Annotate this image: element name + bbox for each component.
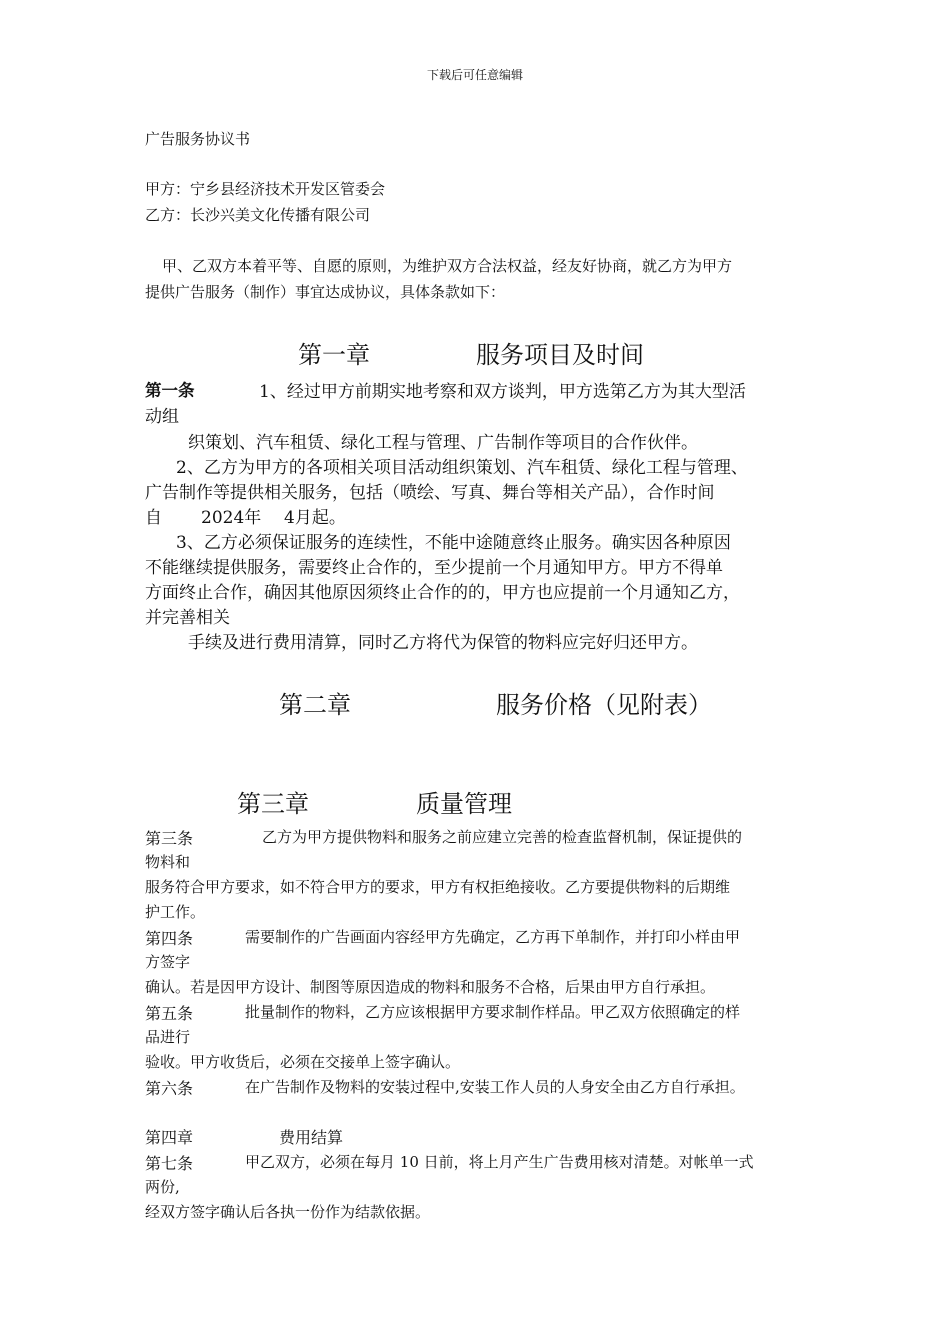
- article3-line-1: 乙方为甲方提供物料和服务之前应建立完善的检查监督机制，保证提供的: [262, 828, 743, 846]
- chapter4-number: 第四章: [145, 1128, 194, 1147]
- article1-line-9: 方面终止合作，确因其他原因须终止合作的的，甲方也应提前一个月通知乙方，: [145, 583, 740, 603]
- article1-line-5: 广告制作等提供相关服务，包括（喷绘、写真、舞台等相关产品），合作时间: [145, 483, 715, 503]
- article1-line-7: 3、乙方必须保证服务的连续性，不能中途随意终止服务。确实因各种原因: [176, 533, 731, 553]
- party-a: 甲方：宁乡县经济技术开发区管委会: [145, 180, 386, 198]
- article3-line-2: 物料和: [145, 853, 191, 871]
- article7-line-2: 两份,: [145, 1178, 180, 1196]
- article7-label: 第七条: [145, 1154, 194, 1173]
- document-title: 广告服务协议书: [145, 130, 251, 148]
- chapter1-title: 服务项目及时间: [476, 341, 644, 369]
- intro-line-2: 提供广告服务（制作）事宜达成协议，具体条款如下：: [145, 283, 506, 301]
- article1-line-10: 并完善相关: [145, 608, 230, 628]
- article1-line-1: 1、经过甲方前期实地考察和双方谈判，甲方选第乙方为其大型活: [259, 382, 746, 402]
- article1-line-11: 手续及进行费用清算，同时乙方将代为保管的物料应完好归还甲方。: [188, 633, 698, 653]
- article4-line-1: 需要制作的广告画面内容经甲方先确定，乙方再下单制作，并打印小样由甲: [245, 928, 741, 946]
- article1-line-6: 自: [145, 508, 162, 528]
- article5-line-1: 批量制作的物料，乙方应该根据甲方要求制作样品。甲乙双方依照确定的样: [245, 1003, 741, 1021]
- article5-label: 第五条: [145, 1004, 194, 1023]
- article3-label: 第三条: [145, 829, 194, 848]
- article1-month: 4月起。: [284, 508, 346, 528]
- chapter3-title: 质量管理: [416, 790, 512, 818]
- article6-label: 第六条: [145, 1079, 194, 1098]
- intro-line-1: 甲、乙双方本着平等、自愿的原则，为维护双方合法权益，经友好协商，就乙方为甲方: [162, 257, 733, 275]
- article5-line-3: 验收。甲方收货后，必须在交接单上签字确认。: [145, 1053, 461, 1071]
- article1-line-3: 织策划、汽车租赁、绿化工程与管理、广告制作等项目的合作伙伴。: [188, 433, 698, 453]
- article4-line-3: 确认。若是因甲方设计、制图等原因造成的物料和服务不合格，后果由甲方自行承担。: [145, 978, 716, 996]
- chapter1-number: 第一章: [298, 341, 370, 369]
- article7-line-1: 甲乙双方，必须在每月 10 日前，将上月产生广告费用核对清楚。对帐单一式: [245, 1153, 754, 1171]
- chapter4-title: 费用结算: [279, 1128, 344, 1147]
- article6-line-1: 在广告制作及物料的安装过程中,安装工作人员的人身安全由乙方自行承担。: [245, 1078, 745, 1096]
- article4-line-2: 方签字: [145, 953, 191, 971]
- article1-label: 第一条: [145, 381, 195, 400]
- article1-line-2: 动组: [145, 407, 179, 427]
- article4-label: 第四条: [145, 929, 194, 948]
- article3-line-3: 服务符合甲方要求，如不符合甲方的要求，甲方有权拒绝接收。乙方要提供物料的后期维: [145, 878, 731, 896]
- article7-line-3: 经双方签字确认后各执一份作为结款依据。: [145, 1203, 431, 1221]
- article1-line-4: 2、乙方为甲方的各项相关项目活动组织策划、汽车租赁、绿化工程与管理、: [176, 458, 748, 478]
- article1-year: 2024年: [201, 508, 262, 528]
- chapter3-number: 第三章: [237, 790, 309, 818]
- article3-line-4: 护工作。: [145, 903, 206, 921]
- article1-line-8: 不能继续提供服务，需要终止合作的，至少提前一个月通知甲方。甲方不得单: [145, 558, 723, 578]
- article5-line-2: 品进行: [145, 1028, 191, 1046]
- chapter2-title: 服务价格（见附表）: [496, 691, 712, 719]
- party-b: 乙方：长沙兴美文化传播有限公司: [145, 206, 371, 224]
- chapter2-number: 第二章: [279, 691, 351, 719]
- header-note: 下载后可任意编辑: [426, 68, 523, 82]
